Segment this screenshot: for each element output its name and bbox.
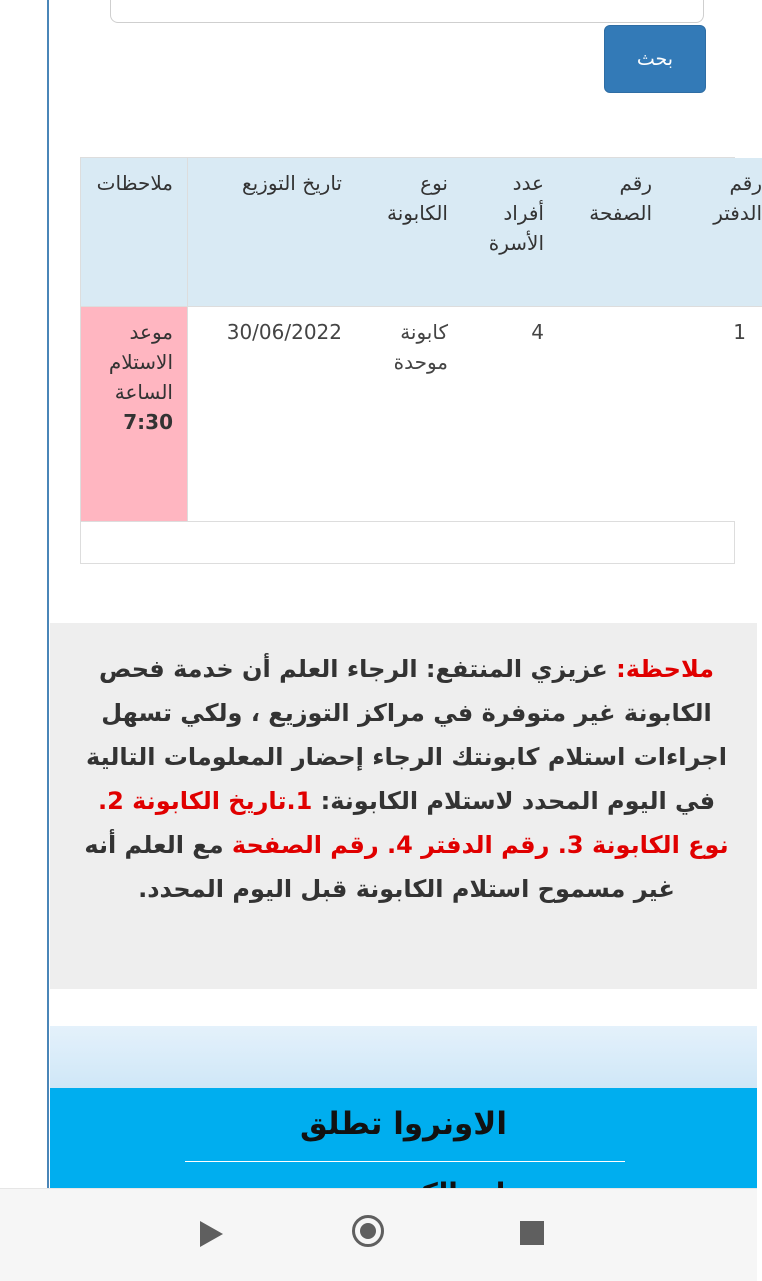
cell-page-number: [560, 306, 668, 521]
banner-image-strip: [50, 1026, 757, 1088]
home-icon[interactable]: [352, 1215, 384, 1247]
cell-notes: [81, 306, 187, 521]
unrwa-banner[interactable]: [50, 1088, 757, 1188]
coupon-table: [80, 157, 762, 564]
back-icon[interactable]: [200, 1221, 223, 1247]
notice-text: [76, 647, 737, 911]
header-distribution-date: تاريخ التوزيع: [188, 158, 358, 306]
column-notes: [81, 158, 187, 521]
header-notes: ملاحظات: [81, 158, 187, 306]
header-coupon-type: نوع الكابونة: [358, 158, 464, 306]
notice-box: [50, 623, 757, 989]
notice-required-items: 1.تاريخ الكابونة 2. نوع الكابونة 3. رقم الدفتر 4. رقم الصفحة: [97, 787, 729, 859]
header-family-members: عدد أفراد الأسرة: [464, 158, 560, 306]
home-dot: [360, 1223, 376, 1239]
page-left-border: [47, 0, 49, 1188]
android-navigation-bar: [0, 1188, 757, 1281]
notice-footer: مع العلم أنه غير مسموح استلام الكابونة قبل اليوم المحدد.: [84, 831, 675, 903]
notes-time: 7:30: [123, 410, 173, 434]
table-bottom-divider: [81, 521, 734, 522]
column-book-number: [667, 158, 762, 521]
cell-family-members: 4: [464, 306, 560, 521]
search-input[interactable]: [110, 0, 704, 23]
banner-title: الاونروا تطلق: [299, 1106, 508, 1142]
cell-coupon-type: كابونة موحدة: [358, 306, 464, 521]
banner-divider: [185, 1161, 625, 1162]
column-page-number: [559, 158, 668, 521]
column-distribution-date: [187, 158, 358, 521]
search-button[interactable]: بحث: [604, 25, 706, 93]
notes-text: موعد الاستلام الساعة: [108, 320, 173, 404]
recents-icon[interactable]: [520, 1221, 544, 1245]
column-coupon-type: [357, 158, 464, 521]
header-page-number: رقم الصفحة: [560, 158, 668, 306]
column-family-members: [463, 158, 560, 521]
cell-book-number: 1: [668, 306, 762, 521]
header-book-number: رقم الدفتر: [668, 158, 762, 306]
notice-label: ملاحظة:: [616, 655, 715, 683]
cell-distribution-date: 30/06/2022: [188, 306, 358, 521]
notice-body: عزيزي المنتفع: الرجاء العلم أن خدمة فحص الكابونة غير متوفرة في مراكز التوزيع ، ولكي تسهل اجراءات استلام كابونتك الرجاء إحضار المعلومات التالية في اليوم المحدد لاستلام الكابونة:: [86, 655, 727, 815]
